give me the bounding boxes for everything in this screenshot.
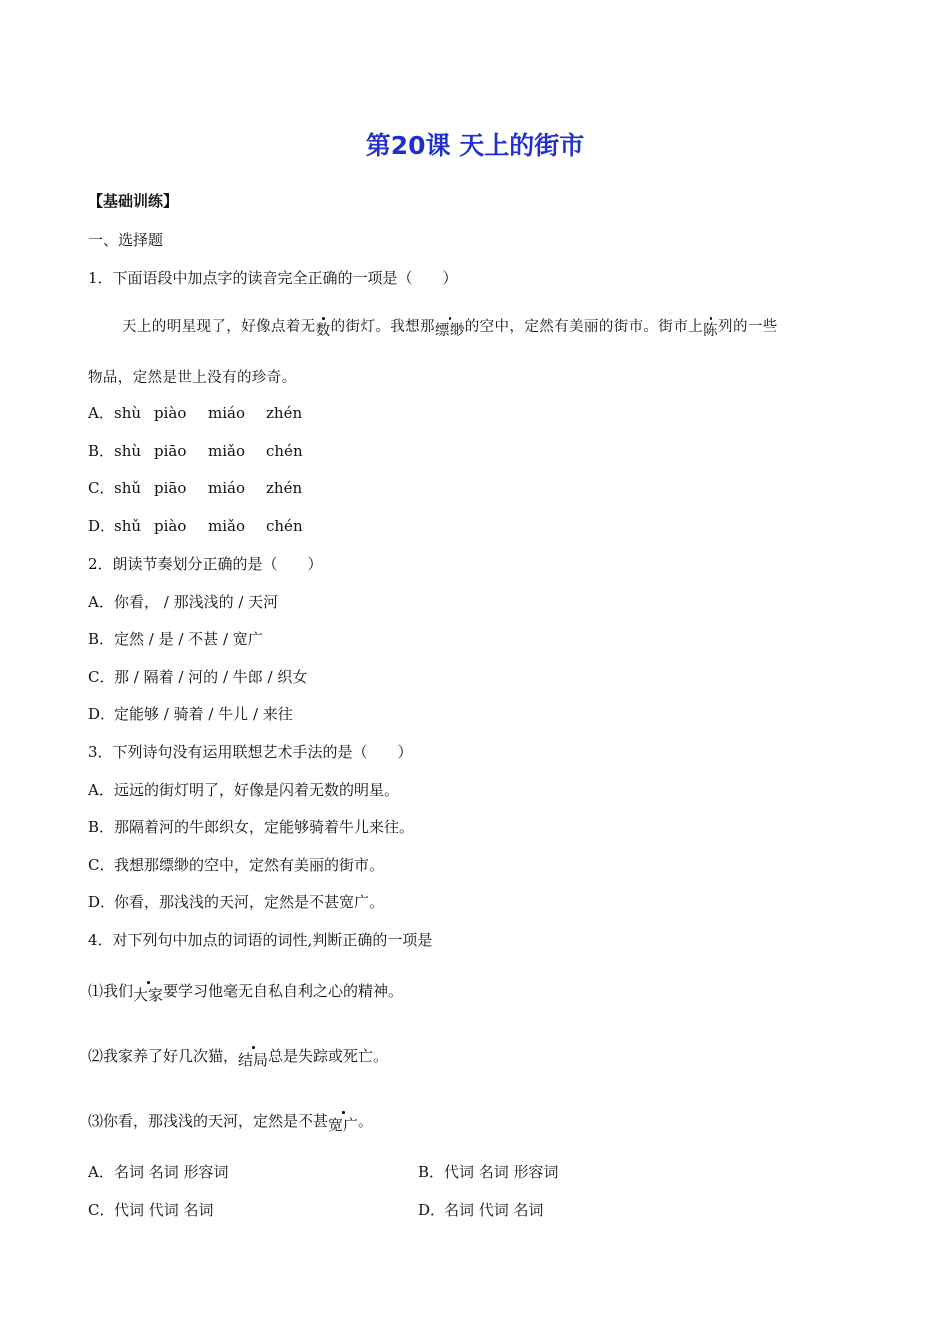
question-2-option-b: B．定然 / 是 / 不甚 / 宽广	[88, 630, 263, 648]
question-2-option-a: A．你看， / 那浅浅的 / 天河	[88, 593, 279, 611]
question-1-option-c: C．shǔ piāo miáo zhén	[88, 479, 303, 497]
question-1-stem: 1．下面语段中加点字的读音完全正确的一项是（ ）	[88, 269, 458, 287]
dotted-word-jieju: 结局	[238, 1051, 269, 1069]
question-3-option-c: C．我想那缥缈的空中，定然有美丽的街市。	[88, 856, 385, 874]
question-4-option-a: A．名词 名词 形容词	[88, 1163, 229, 1181]
page-title: 第20课 天上的街市	[365, 131, 585, 160]
question-2-option-c: C．那 / 隔着 / 河的 / 牛郎 / 织女	[88, 668, 308, 686]
question-4-option-b: B．代词 名词 形容词	[418, 1163, 559, 1181]
question-2-option-d: D．定能够 / 骑着 / 牛儿 / 来往	[88, 705, 293, 723]
question-4-option-d: D．名词 代词 名词	[418, 1201, 544, 1219]
dotted-char-shu: 数	[315, 323, 331, 339]
question-1-passage-line-1: 天上的明星现了，好像点着无数的街灯。我想那缥缈的空中，定然有美丽的街市。街市上陈列的一些	[122, 319, 778, 339]
question-4-option-c: C．代词 代词 名词	[88, 1201, 214, 1219]
question-4-sentence-2: ⑵我家养了好几次猫，结局总是失踪或死亡。	[88, 1047, 389, 1069]
dotted-word-piaomiao: 缥缈	[434, 323, 465, 339]
part-heading: 一、选择题	[88, 231, 164, 249]
question-3-option-a: A．远远的街灯明了，好像是闪着无数的明星。	[88, 781, 400, 799]
dotted-word-kuanguang: 宽广	[328, 1116, 359, 1134]
question-3-option-d: D．你看，那浅浅的天河，定然是不甚宽广。	[88, 893, 385, 911]
question-4-sentence-3: ⑶你看，那浅浅的天河，定然是不甚宽广。	[88, 1112, 374, 1134]
question-1-passage-line-2: 物品，定然是世上没有的珍奇。	[88, 370, 297, 386]
question-1-option-d: D．shǔ piào miǎo chén	[88, 517, 303, 535]
dotted-char-chen: 陈	[703, 323, 719, 339]
question-1-option-a: A．shù piào miáo zhén	[88, 404, 303, 422]
dotted-word-dajia: 大家	[133, 986, 164, 1004]
question-1-option-b: B．shù piāo miǎo chén	[88, 442, 303, 460]
question-3-option-b: B．那隔着河的牛郎织女，定能够骑着牛儿来往。	[88, 818, 415, 836]
question-4-stem: 4．对下列句中加点的词语的词性,判断正确的一项是	[88, 931, 433, 949]
question-3-stem: 3．下列诗句没有运用联想艺术手法的是（ ）	[88, 743, 413, 761]
question-4-sentence-1: ⑴我们大家要学习他毫无自私自利之心的精神。	[88, 982, 404, 1004]
question-2-stem: 2．朗读节奏划分正确的是（ ）	[88, 555, 323, 573]
section-heading: 【基础训练】	[88, 192, 179, 210]
